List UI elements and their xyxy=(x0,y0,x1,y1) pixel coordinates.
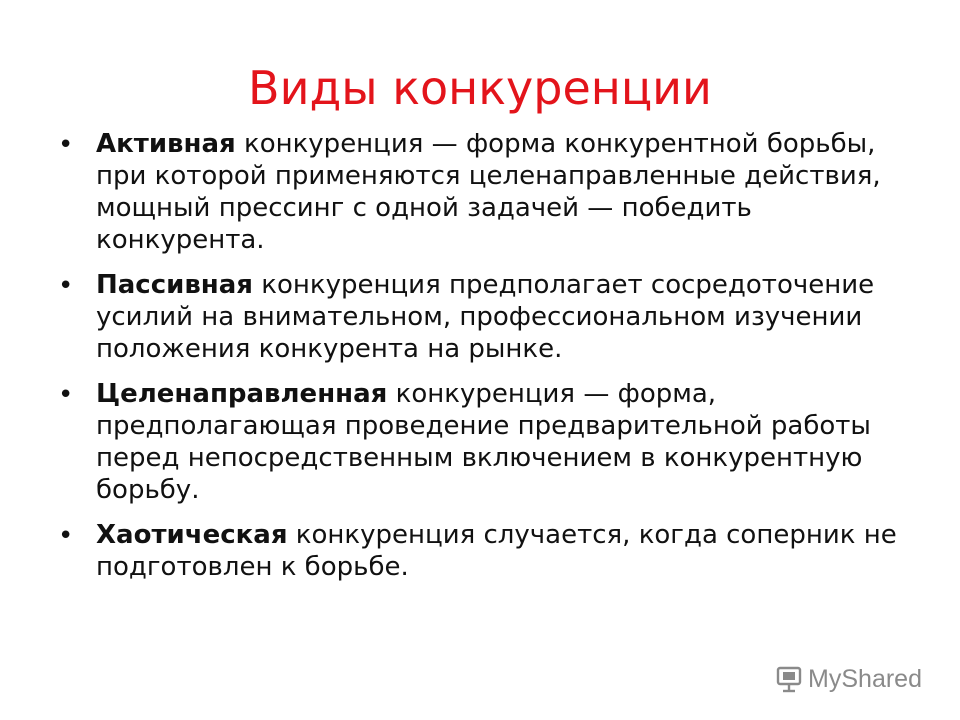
term-chaotic: Хаотическая xyxy=(96,520,288,550)
term-targeted: Целенаправленная xyxy=(96,379,388,409)
watermark xyxy=(774,664,922,694)
bullet-item-chaotic xyxy=(48,519,898,583)
watermark-text: MyShared xyxy=(808,664,922,693)
bullet-marker: • xyxy=(58,380,74,410)
bullet-item-active xyxy=(48,128,898,256)
bullet-text-chaotic: конкуренция случается, когда соперник не подготовлен к борьбе. xyxy=(96,520,897,582)
bullet-marker: • xyxy=(58,130,74,160)
bullet-text-active: конкуренция — форма конкурентной борьбы, при которой применяются целенаправленные действия, мощный прессинг с одной задачей — победить конкурента. xyxy=(96,129,881,255)
term-active: Активная xyxy=(96,129,236,159)
presentation-board-icon xyxy=(774,664,804,694)
slide-title: Виды конкуренции xyxy=(248,61,712,115)
bullet-text-passive: конкуренция предполагает сосредоточение усилий на внимательном, профессиональном изучении положения конкурента на рынке. xyxy=(96,270,875,364)
bullet-marker: • xyxy=(58,271,74,301)
bullet-item-passive xyxy=(48,269,898,365)
bullet-list xyxy=(48,128,898,596)
bullet-text-targeted: конкуренция — форма, предполагающая проведение предварительной работы перед непосредственным включением в конкурентную борьбу. xyxy=(96,379,871,505)
bullet-item-targeted xyxy=(48,378,898,506)
term-passive: Пассивная xyxy=(96,270,254,300)
bullet-marker: • xyxy=(58,521,74,551)
